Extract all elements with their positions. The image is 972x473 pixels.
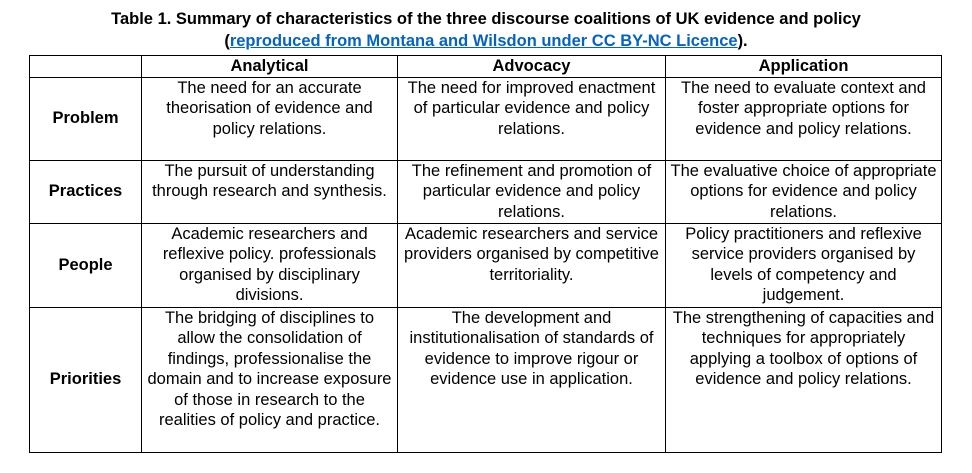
source-link[interactable]: reproduced from Montana and Wilsdon under CC BY-NC Licence <box>229 32 738 50</box>
caption-source-line <box>0 30 972 52</box>
table-row-priorities <box>30 307 942 452</box>
cell-people-application: Policy practitioners and reflexive service providers organised by levels of competency and judgement. <box>666 223 942 307</box>
caption-title: Table 1. Summary of characteristics of the three discourse coalitions of UK evidence and policy <box>111 10 861 28</box>
cell-people-advocacy: Academic researchers and service providers organised by competitive territoriality. <box>398 223 666 307</box>
row-label-practices: Practices <box>30 160 142 223</box>
table-row-practices <box>30 160 942 223</box>
caption-open-paren: ( <box>224 32 230 50</box>
cell-practices-application: The evaluative choice of appropriate options for evidence and policy relations. <box>666 160 942 223</box>
cell-practices-advocacy: The refinement and promotion of particular evidence and policy relations. <box>398 160 666 223</box>
cell-problem-application: The need to evaluate context and foster appropriate options for evidence and policy relations. <box>666 77 942 160</box>
row-label-people: People <box>30 223 142 307</box>
cell-practices-analytical: The pursuit of understanding through research and synthesis. <box>142 160 398 223</box>
cell-problem-analytical: The need for an accurate theorisation of evidence and policy relations. <box>142 77 398 160</box>
header-row <box>30 56 942 78</box>
cell-people-analytical: Academic researchers and reflexive policy. professionals organised by disciplinary divisions. <box>142 223 398 307</box>
cell-problem-advocacy: The need for improved enactment of particular evidence and policy relations. <box>398 77 666 160</box>
header-empty <box>30 56 142 78</box>
table-row-problem <box>30 77 942 160</box>
row-label-problem: Problem <box>30 77 142 160</box>
cell-priorities-analytical: The bridging of disciplines to allow the consolidation of findings, professionalise the domain and to increase exposure of those in research to the realities of policy and practice. <box>142 307 398 452</box>
coalitions-table <box>29 55 942 453</box>
table-row-people <box>30 223 942 307</box>
table-caption <box>0 8 972 52</box>
cell-priorities-application: The strengthening of capacities and techniques for appropriately applying a toolbox of options of evidence and policy relations. <box>666 307 942 452</box>
row-label-priorities: Priorities <box>30 307 142 452</box>
header-application: Application <box>666 56 942 78</box>
caption-close: ). <box>737 32 748 50</box>
cell-priorities-advocacy: The development and institutionalisation of standards of evidence to improve rigour or evidence use in application. <box>398 307 666 452</box>
header-advocacy: Advocacy <box>398 56 666 78</box>
header-analytical: Analytical <box>142 56 398 78</box>
